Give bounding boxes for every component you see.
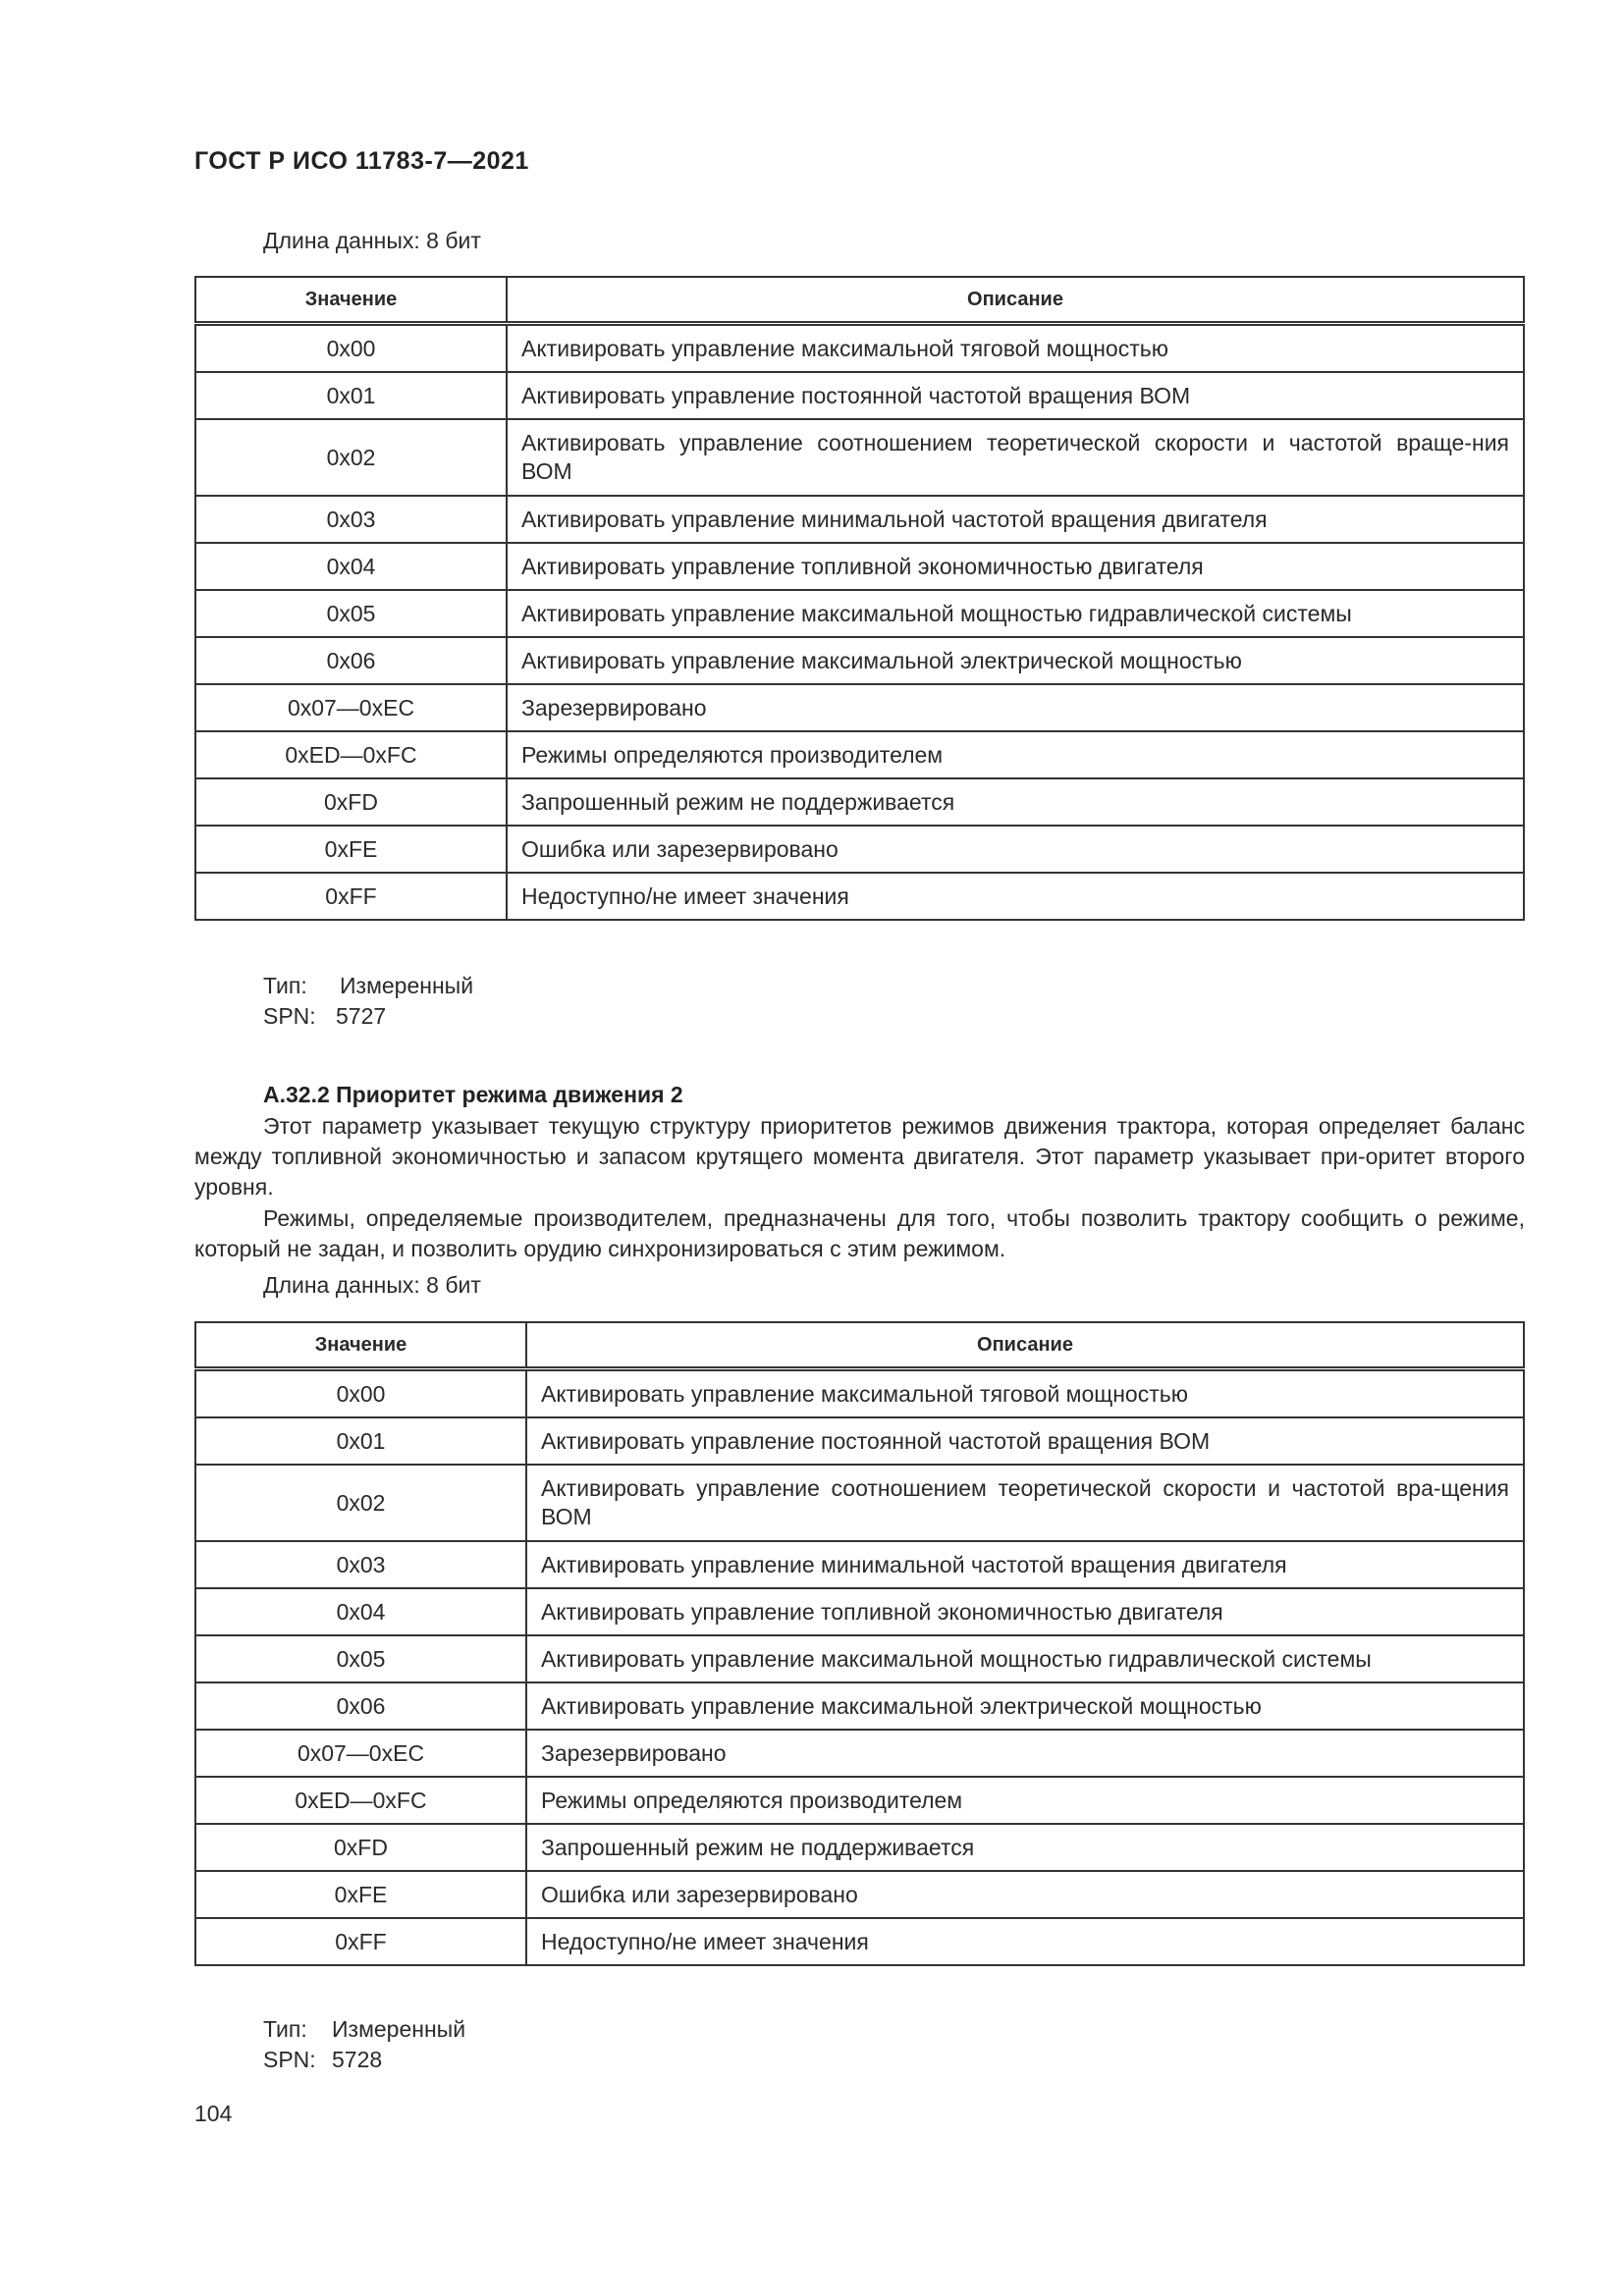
- description-cell: Зарезервировано: [526, 1730, 1524, 1777]
- value-cell: 0xFF: [195, 873, 507, 920]
- type-value: Измеренный: [332, 2016, 466, 2042]
- description-cell: Активировать управление минимальной частотой вращения двигателя: [507, 496, 1524, 543]
- value-cell: 0x07—0xEC: [195, 684, 507, 731]
- column-header-value: Значение: [195, 1322, 526, 1369]
- table-row: [195, 419, 1524, 496]
- table-row: [195, 372, 1524, 419]
- data-length-label-1: Длина данных: 8 бит: [263, 228, 481, 253]
- description-cell: Режимы определяются производителем: [507, 731, 1524, 778]
- value-cell: 0x05: [195, 1635, 526, 1682]
- description-cell: Режимы определяются производителем: [526, 1777, 1524, 1824]
- description-cell: Активировать управление минимальной частотой вращения двигателя: [526, 1541, 1524, 1588]
- spn-line-2: [263, 2045, 382, 2075]
- description-cell: Активировать управление топливной экономичностью двигателя: [526, 1588, 1524, 1635]
- value-cell: 0x02: [195, 419, 507, 496]
- type-value: Измеренный: [340, 973, 474, 998]
- table-row: [195, 324, 1524, 373]
- table-row: [195, 1635, 1524, 1682]
- value-cell: 0x00: [195, 324, 507, 373]
- table-row: [195, 1918, 1524, 1965]
- description-cell: Активировать управление максимальной электрической мощностью: [507, 637, 1524, 684]
- description-cell: Запрошенный режим не поддерживается: [507, 778, 1524, 826]
- value-cell: 0x03: [195, 496, 507, 543]
- value-cell: 0x00: [195, 1369, 526, 1418]
- description-cell: Запрошенный режим не поддерживается: [526, 1824, 1524, 1871]
- description-cell: Активировать управление постоянной частотой вращения ВОМ: [526, 1417, 1524, 1465]
- value-cell: 0xFD: [195, 778, 507, 826]
- value-cell: 0x01: [195, 1417, 526, 1465]
- type-label: Тип:: [263, 973, 307, 998]
- table-row: [195, 1588, 1524, 1635]
- paragraph-manufacturer-modes: Режимы, определяемые производителем, предназначены для того, чтобы позволить трактору сообщить о режиме, который не задан, и позволить орудию синхронизироваться с этим режимом.: [194, 1205, 1525, 1261]
- table-row: [195, 543, 1524, 590]
- value-cell: 0xFF: [195, 1918, 526, 1965]
- value-cell: 0x06: [195, 1682, 526, 1730]
- spn-label: SPN:: [263, 2047, 316, 2072]
- type-label: Тип:: [263, 2016, 307, 2042]
- description-cell: Ошибка или зарезервировано: [507, 826, 1524, 873]
- description-cell: Недоступно/не имеет значения: [507, 873, 1524, 920]
- description-cell: Активировать управление максимальной мощностью гидравлической системы: [507, 590, 1524, 637]
- description-cell: Ошибка или зарезервировано: [526, 1871, 1524, 1918]
- description-cell: Зарезервировано: [507, 684, 1524, 731]
- value-cell: 0xFE: [195, 1871, 526, 1918]
- value-cell: 0xED—0xFC: [195, 731, 507, 778]
- description-cell: Активировать управление постоянной частотой вращения ВОМ: [507, 372, 1524, 419]
- value-cell: 0xFD: [195, 1824, 526, 1871]
- table-row: [195, 637, 1524, 684]
- type-line-1: [263, 971, 473, 1001]
- column-header-description: Описание: [526, 1322, 1524, 1369]
- value-cell: 0x01: [195, 372, 507, 419]
- value-cell: 0x07—0xEC: [195, 1730, 526, 1777]
- document-header: ГОСТ Р ИСО 11783-7—2021: [194, 147, 529, 175]
- table-row: [195, 1682, 1524, 1730]
- table-row: [195, 1730, 1524, 1777]
- spn-value: 5727: [336, 1003, 387, 1029]
- table-row: [195, 778, 1524, 826]
- value-cell: 0x02: [195, 1465, 526, 1541]
- table-row: [195, 1777, 1524, 1824]
- column-header-description: Описание: [507, 277, 1524, 324]
- table-row: [195, 826, 1524, 873]
- values-table-2: [194, 1321, 1525, 1966]
- value-cell: 0x03: [195, 1541, 526, 1588]
- spn-value: 5728: [332, 2047, 383, 2072]
- table-row: [195, 873, 1524, 920]
- description-cell: Активировать управление максимальной электрической мощностью: [526, 1682, 1524, 1730]
- spn-line-1: [263, 1001, 386, 1032]
- table-row: [195, 1369, 1524, 1418]
- description-cell: Активировать управление максимальной мощностью гидравлической системы: [526, 1635, 1524, 1682]
- type-line-2: [263, 2014, 465, 2045]
- value-cell: 0xFE: [195, 826, 507, 873]
- description-cell: Активировать управление топливной экономичностью двигателя: [507, 543, 1524, 590]
- description-cell: Активировать управление максимальной тяговой мощностью: [507, 324, 1524, 373]
- value-cell: 0x05: [195, 590, 507, 637]
- table-row: [195, 1465, 1524, 1541]
- table-row: [195, 1541, 1524, 1588]
- data-length-label-2: Длина данных: 8 бит: [263, 1272, 481, 1298]
- table-row: [195, 496, 1524, 543]
- page-number: 104: [194, 2101, 233, 2126]
- description-cell: Активировать управление максимальной тяговой мощностью: [526, 1369, 1524, 1418]
- description-cell: Активировать управление соотношением теоретической скорости и частотой враще-ния ВОМ: [507, 419, 1524, 496]
- table-row: [195, 1417, 1524, 1465]
- table-row: [195, 731, 1524, 778]
- value-cell: 0x06: [195, 637, 507, 684]
- table-row: [195, 1824, 1524, 1871]
- value-cell: 0x04: [195, 1588, 526, 1635]
- spn-label: SPN:: [263, 1003, 316, 1029]
- description-cell: Недоступно/не имеет значения: [526, 1918, 1524, 1965]
- value-cell: 0xED—0xFC: [195, 1777, 526, 1824]
- value-cell: 0x04: [195, 543, 507, 590]
- table-row: [195, 590, 1524, 637]
- table-row: [195, 1871, 1524, 1918]
- section-heading: А.32.2 Приоритет режима движения 2: [263, 1082, 683, 1107]
- values-table-1: [194, 276, 1525, 921]
- paragraph-description: Этот параметр указывает текущую структуру приоритетов режимов движения трактора, которая определяет баланс между топливной экономичностью и запасом крутящего момента двигателя. Этот параметр указывает при-оритет второго уровня.: [194, 1113, 1525, 1200]
- table-row: [195, 684, 1524, 731]
- description-cell: Активировать управление соотношением теоретической скорости и частотой вра-щения ВОМ: [526, 1465, 1524, 1541]
- column-header-value: Значение: [195, 277, 507, 324]
